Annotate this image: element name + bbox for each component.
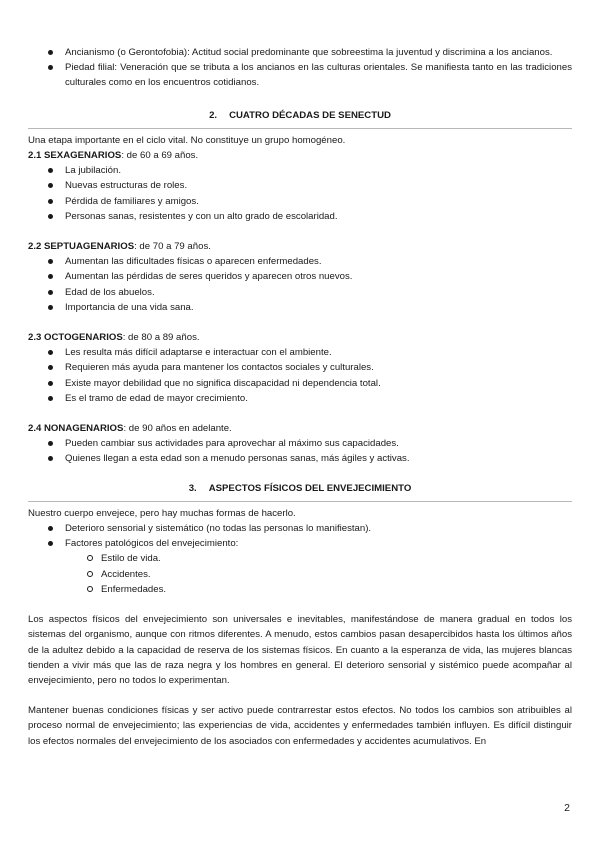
list-item: La jubilación. — [28, 163, 572, 178]
section-3-heading: 3. ASPECTOS FÍSICOS DEL ENVEJECIMIENTO — [28, 481, 572, 502]
list-item: Importancia de una vida sana. — [28, 300, 572, 315]
circle-bullet-icon — [87, 571, 93, 577]
bullet-icon — [48, 365, 53, 370]
list-item: Es el tramo de edad de mayor crecimiento. — [28, 391, 572, 406]
list-item: Deterioro sensorial y sistemático (no todas las personas lo manifiestan). — [28, 521, 572, 536]
group-list — [28, 254, 572, 315]
circle-bullet-icon — [87, 555, 93, 561]
list-item: Aumentan las pérdidas de seres queridos y aparecen otros nuevos. — [28, 269, 572, 284]
bullet-icon — [48, 168, 53, 173]
list-item: Ancianismo (o Gerontofobia): Actitud social predominante que sobreestima la juventud y discrimina a los ancianos. — [28, 45, 572, 60]
list-item: Factores patológicos del envejecimiento: — [28, 536, 572, 551]
list-item: Nuevas estructuras de roles. — [28, 178, 572, 193]
bullet-icon — [48, 381, 53, 386]
bullet-icon — [48, 541, 53, 546]
page-number: 2 — [564, 802, 570, 814]
list-item: Les resulta más difícil adaptarse e interactuar con el ambiente. — [28, 345, 572, 360]
sublist-item: Accidentes. — [28, 567, 572, 582]
group-list — [28, 163, 572, 224]
term-label: Piedad filial: — [65, 62, 118, 74]
bullet-icon — [48, 259, 53, 264]
sublist-item: Estilo de vida. — [28, 551, 572, 566]
group-title: 2.1 SEXAGENARIOS: de 60 a 69 años. — [28, 150, 199, 162]
bullet-icon — [48, 526, 53, 531]
document-page — [28, 45, 572, 749]
bullet-icon — [48, 350, 53, 355]
list-item: Pérdida de familiares y amigos. — [28, 194, 572, 209]
bullet-icon — [48, 183, 53, 188]
bullet-icon — [48, 290, 53, 295]
group-list — [28, 345, 572, 406]
section-2-intro: Una etapa importante en el ciclo vital. No constituye un grupo homogéneo. — [28, 134, 346, 146]
sublist-item: Enfermedades. — [28, 582, 572, 597]
list-item: Aumentan las dificultades físicas o aparecen enfermedades. — [28, 254, 572, 269]
list-item: Personas sanas, resistentes y con un alto grado de escolaridad. — [28, 209, 572, 224]
bullet-icon — [48, 65, 53, 70]
group-title: 2.2 SEPTUAGENARIOS: de 70 a 79 años. — [28, 241, 211, 253]
circle-bullet-icon — [87, 586, 93, 592]
section-2-heading: 2. CUATRO DÉCADAS DE SENECTUD — [28, 108, 572, 129]
bullet-icon — [48, 274, 53, 279]
bullet-icon — [48, 396, 53, 401]
group-title: 2.4 NONAGENARIOS: de 90 años en adelante. — [28, 423, 232, 435]
group-title: 2.3 OCTOGENARIOS: de 80 a 89 años. — [28, 332, 200, 344]
paragraph: Los aspectos físicos del envejecimiento son universales e inevitables, manifestándose de manera gradual en todos los sistemas del organismo, aunque con ritmos diferentes. A menudo, estos cambios pasan desapercibidos hasta los últimos años de la adultez debido a la capacidad de reserva de los sistemas físicos. En cuanto a la esperanza de vida, las mujeres blancas tienden a vivir más que las de raza negra y los hombres en general. El deterioro sensorial y sistémico puede acompañar al envejecimiento, pero no todos lo experimentan. — [28, 614, 572, 686]
list-item: Requieren más ayuda para mantener los contactos sociales y culturales. — [28, 360, 572, 375]
intro-list — [28, 45, 572, 91]
list-item: Edad de los abuelos. — [28, 285, 572, 300]
term-label: Ancianismo (o Gerontofobia): — [65, 47, 190, 58]
list-item: Quienes llegan a esta edad son a menudo personas sanas, más ágiles y activas. — [28, 451, 572, 466]
bullet-icon — [48, 199, 53, 204]
list-item: Pueden cambiar sus actividades para aprovechar al máximo sus capacidades. — [28, 436, 572, 451]
section-3-sublist — [28, 551, 572, 597]
bullet-icon — [48, 214, 53, 219]
bullet-icon — [48, 50, 53, 55]
bullet-icon — [48, 305, 53, 310]
bullet-icon — [48, 441, 53, 446]
bullet-icon — [48, 456, 53, 461]
paragraph: Mantener buenas condiciones físicas y ser activo puede contrarrestar estos efectos. No todos los cambios son atribuibles al proceso normal de envejecimiento; las experiencias de vida, accidentes y enfermedades también influyen. Es difícil distinguir los efectos normales del envejecimiento de los asociados con enfermedades y accidentes acumulativos. En — [28, 705, 572, 747]
list-item: Existe mayor debilidad que no significa discapacidad ni dependencia total. — [28, 376, 572, 391]
section-3-intro: Nuestro cuerpo envejece, pero hay muchas formas de hacerlo. — [28, 507, 296, 519]
group-list — [28, 436, 572, 466]
list-item: Piedad filial: Veneración que se tributa a los ancianos en las culturas orientales. Se manifiesta tanto en las tradiciones culturales como en los encuentros cotidianos. — [28, 60, 572, 90]
section-3-list — [28, 521, 572, 551]
